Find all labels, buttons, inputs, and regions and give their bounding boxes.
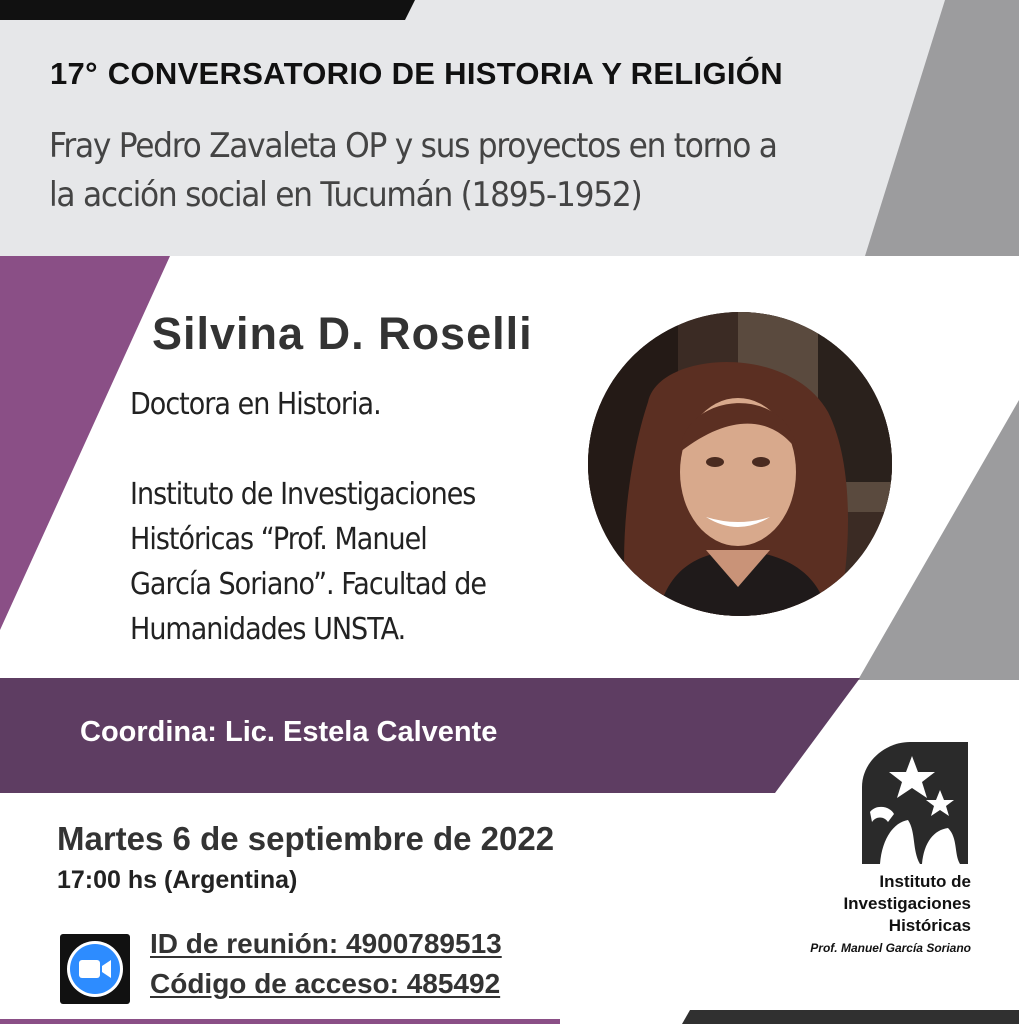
institute-name-line-1: Instituto de [879, 872, 971, 891]
subtitle-line-1: Fray Pedro Zavaleta OP y sus proyectos en torno a [49, 126, 777, 166]
zoom-app-tile [60, 934, 130, 1004]
institute-name-line-2: Investigaciones [843, 894, 971, 913]
zoom-camera-icon [66, 940, 124, 998]
meeting-id[interactable]: ID de reunión: 4900789513 [150, 928, 502, 959]
speaker-affiliation-line-1: Instituto de Investigaciones [130, 477, 476, 512]
speaker-affiliation-line-3: García Soriano”. Facultad de [130, 567, 487, 602]
speaker-affiliation-line-4: Humanidades UNSTA. [130, 612, 406, 647]
event-number: 17° [50, 56, 98, 91]
event-title-text: CONVERSATORIO DE HISTORIA Y RELIGIÓN [107, 56, 783, 91]
speaker-name: Silvina D. Roselli [152, 308, 533, 359]
institute-name-line-3: Históricas [888, 916, 971, 935]
talk-subtitle [49, 122, 803, 220]
meeting-access-code[interactable]: Código de acceso: 485492 [150, 968, 501, 999]
subtitle-line-2: la acción social en Tucumán (1895-1952) [49, 175, 642, 215]
institute-subline: Prof. Manuel García Soriano [810, 941, 971, 955]
event-time: 17:00 hs (Argentina) [57, 866, 298, 894]
coordinator-text: Coordina: Lic. Estela Calvente [80, 716, 498, 748]
event-date: Martes 6 de septiembre de 2022 [57, 820, 555, 857]
event-title [50, 56, 783, 92]
institute-logo [850, 742, 970, 864]
speaker-degree: Doctora en Historia. [130, 387, 381, 422]
speaker-affiliation-line-2: Históricas “Prof. Manuel [130, 522, 427, 557]
speaker-photo [588, 312, 892, 616]
